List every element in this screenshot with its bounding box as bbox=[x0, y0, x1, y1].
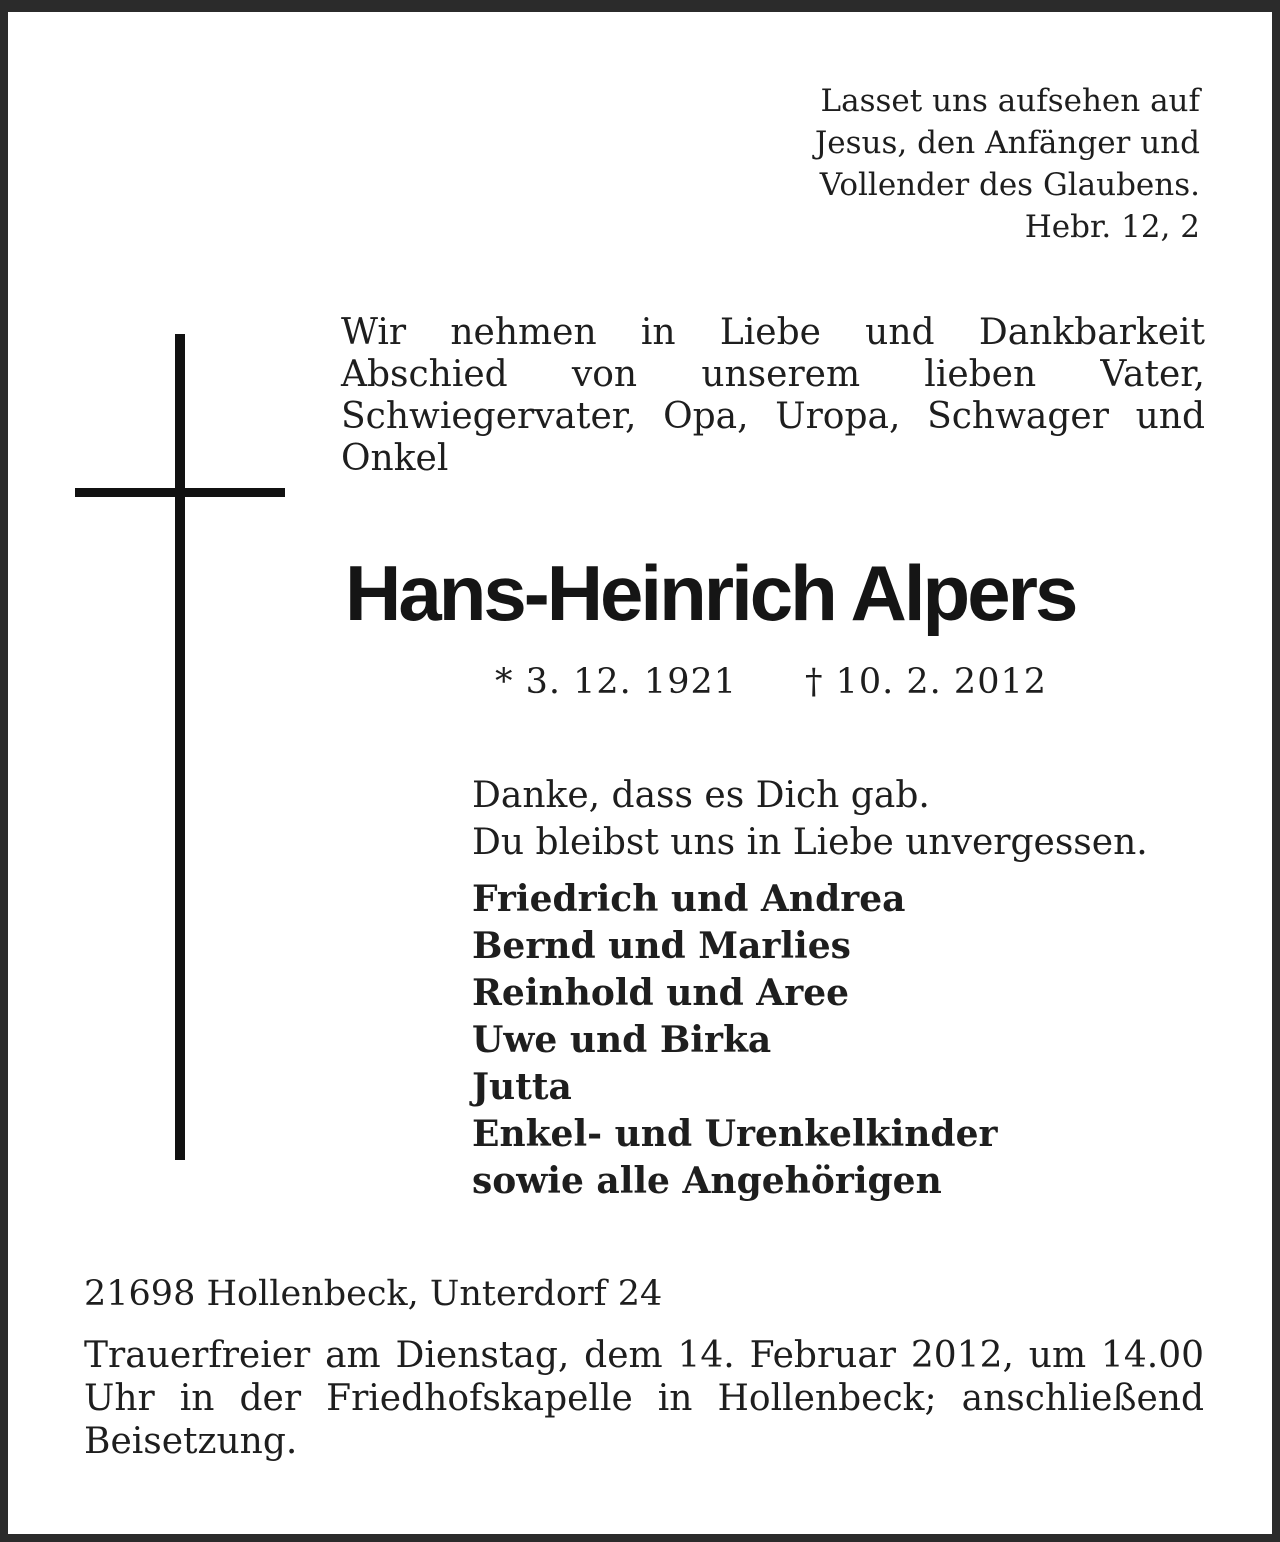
address: 21698 Hollenbeck, Unterdorf 24 bbox=[84, 1274, 663, 1314]
mourner: Enkel- und Urenkelkinder bbox=[472, 1113, 998, 1155]
intro-text: Wir nehmen in Liebe und Dankbarkeit Abschied von unserem lieben Vater, Schwiegervater, Opa, Uropa, Schwager und Onkel bbox=[341, 312, 1205, 479]
verse-line: Vollender des Glaubens. bbox=[819, 167, 1200, 203]
deceased-name: Hans-Heinrich Alpers bbox=[345, 549, 1076, 637]
verse-line: Lasset uns aufsehen auf bbox=[820, 83, 1200, 119]
mourner: Jutta bbox=[472, 1066, 572, 1108]
funeral-info: Trauerfreier am Dienstag, dem 14. Februar 2012, um 14.00 Uhr in der Friedhofskapelle in Hollenbeck; anschließend Beisetzung. bbox=[84, 1335, 1204, 1462]
thanks-line: Du bleibst uns in Liebe unvergessen. bbox=[472, 822, 1148, 863]
thanks-text bbox=[472, 772, 1148, 866]
cross-icon bbox=[175, 334, 185, 1160]
cross-icon-bar bbox=[75, 488, 285, 497]
mourner: Friedrich und Andrea bbox=[472, 878, 906, 920]
mourner: Uwe und Birka bbox=[472, 1019, 772, 1061]
mourner: sowie alle Angehörigen bbox=[472, 1160, 942, 1202]
death-date: † 10. 2. 2012 bbox=[805, 662, 1048, 702]
thanks-line: Danke, dass es Dich gab. bbox=[472, 775, 930, 816]
mourners-list bbox=[472, 876, 997, 1205]
bible-verse bbox=[700, 80, 1200, 248]
mourner: Reinhold und Aree bbox=[472, 972, 849, 1014]
verse-reference: Hebr. 12, 2 bbox=[1024, 209, 1200, 245]
verse-line: Jesus, den Anfänger und bbox=[814, 125, 1200, 161]
mourner: Bernd und Marlies bbox=[472, 925, 851, 967]
birth-date: * 3. 12. 1921 bbox=[495, 662, 738, 702]
